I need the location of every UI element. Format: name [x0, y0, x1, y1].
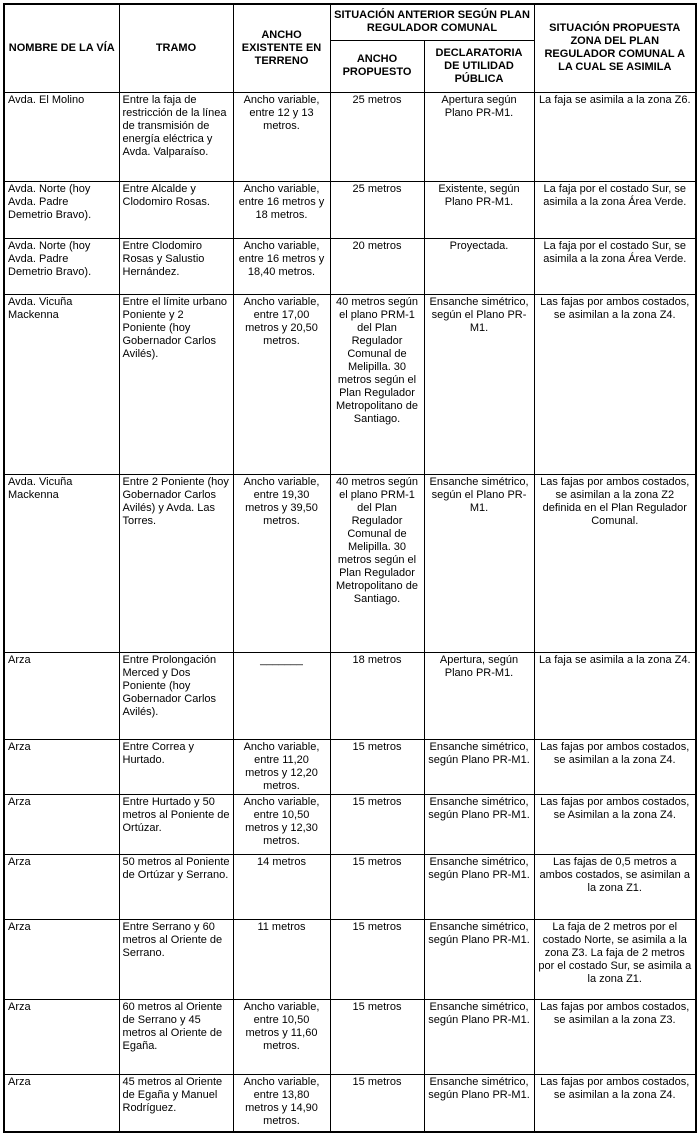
table-row [4, 999, 696, 1074]
table-row [4, 739, 696, 794]
cell-nombre-via: Avda. Vicuña Mackenna [4, 474, 119, 652]
table-row [4, 1074, 696, 1132]
cell-ancho-existente: Ancho variable, entre 17,00 metros y 20,50 metros. [233, 294, 330, 474]
cell-ancho-existente: Ancho variable, entre 12 y 13 metros. [233, 92, 330, 181]
cell-situacion-propuesta: Las fajas por ambos costados, se Asimilan a la zona Z4. [534, 794, 696, 854]
cell-ancho-propuesto: 15 metros [330, 999, 424, 1074]
cell-tramo: Entre Prolongación Merced y Dos Poniente (hoy Gobernador Carlos Avilés). [119, 652, 233, 739]
cell-ancho-propuesto: 25 metros [330, 92, 424, 181]
cell-ancho-existente: 11 metros [233, 919, 330, 999]
cell-tramo: 50 metros al Poniente de Ortúzar y Serrano. [119, 854, 233, 919]
cell-ancho-propuesto: 20 metros [330, 238, 424, 294]
cell-declaratoria: Apertura, según Plano PR-M1. [424, 652, 534, 739]
cell-nombre-via: Arza [4, 854, 119, 919]
table-row [4, 294, 696, 474]
cell-ancho-existente: _______ [233, 652, 330, 739]
cell-tramo: Entre 2 Poniente (hoy Gobernador Carlos Avilés) y Avda. Las Torres. [119, 474, 233, 652]
cell-declaratoria: Ensanche simétrico, según Plano PR-M1. [424, 739, 534, 794]
cell-situacion-propuesta: Las fajas por ambos costados, se asimilan a la zona Z4. [534, 739, 696, 794]
cell-ancho-propuesto: 40 metros según el plano PRM-1 del Plan Regulador Comunal de Melipilla. 30 metros según el Plan Regulador Metropolitano de Santiago. [330, 294, 424, 474]
header-row-1 [4, 4, 696, 40]
header-declaratoria: DECLARATORIA DE UTILIDAD PÚBLICA [424, 40, 534, 92]
cell-situacion-propuesta: Las fajas por ambos costados, se asimilan a la zona Z4. [534, 294, 696, 474]
table-row [4, 238, 696, 294]
header-tramo: TRAMO [119, 4, 233, 92]
header-ancho-existente: ANCHO EXISTENTE EN TERRENO [233, 4, 330, 92]
cell-nombre-via: Avda. Norte (hoy Avda. Padre Demetrio Bravo). [4, 238, 119, 294]
cell-situacion-propuesta: Las fajas por ambos costados, se asimilan a la zona Z3. [534, 999, 696, 1074]
cell-situacion-propuesta: Las fajas por ambos costados, se asimilan a la zona Z4. [534, 1074, 696, 1132]
cell-ancho-existente: Ancho variable, entre 16 metros y 18 metros. [233, 181, 330, 238]
cell-declaratoria: Existente, según Plano PR-M1. [424, 181, 534, 238]
cell-declaratoria: Ensanche simétrico, según Plano PR-M1. [424, 1074, 534, 1132]
table-row [4, 474, 696, 652]
cell-tramo: Entre Correa y Hurtado. [119, 739, 233, 794]
table-row [4, 181, 696, 238]
table-row [4, 92, 696, 181]
header-situacion-anterior-group: SITUACIÓN ANTERIOR SEGÚN PLAN REGULADOR COMUNAL [330, 4, 534, 40]
cell-ancho-existente: Ancho variable, entre 13,80 metros y 14,90 metros. [233, 1074, 330, 1132]
cell-tramo: Entre Hurtado y 50 metros al Poniente de Ortúzar. [119, 794, 233, 854]
cell-declaratoria: Ensanche simétrico, según Plano PR-M1. [424, 854, 534, 919]
cell-ancho-propuesto: 25 metros [330, 181, 424, 238]
cell-ancho-existente: Ancho variable, entre 11,20 metros y 12,20 metros. [233, 739, 330, 794]
cell-tramo: 60 metros al Oriente de Serrano y 45 metros al Oriente de Egaña. [119, 999, 233, 1074]
header-situacion-propuesta: SITUACIÓN PROPUESTA ZONA DEL PLAN REGULADOR COMUNAL A LA CUAL SE ASIMILA [534, 4, 696, 92]
table-row [4, 919, 696, 999]
cell-declaratoria: Ensanche simétrico, según el Plano PR-M1. [424, 474, 534, 652]
cell-ancho-propuesto: 40 metros según el plano PRM-1 del Plan Regulador Comunal de Melipilla. 30 metros según el Plan Regulador Metropolitano de Santiago. [330, 474, 424, 652]
cell-nombre-via: Arza [4, 919, 119, 999]
cell-ancho-propuesto: 15 metros [330, 794, 424, 854]
cell-ancho-existente: 14 metros [233, 854, 330, 919]
cell-ancho-existente: Ancho variable, entre 16 metros y 18,40 metros. [233, 238, 330, 294]
header-nombre-via: NOMBRE DE LA VÍA [4, 4, 119, 92]
cell-situacion-propuesta: La faja por el costado Sur, se asimila a la zona Área Verde. [534, 238, 696, 294]
cell-nombre-via: Arza [4, 739, 119, 794]
cell-tramo: 45 metros al Oriente de Egaña y Manuel Rodríguez. [119, 1074, 233, 1132]
cell-declaratoria: Ensanche simétrico, según el Plano PR-M1. [424, 294, 534, 474]
table-row [4, 854, 696, 919]
table-body [4, 92, 696, 1132]
cell-nombre-via: Arza [4, 652, 119, 739]
cell-situacion-propuesta: Las fajas por ambos costados, se asimilan a la zona Z2 definida en el Plan Regulador Comunal. [534, 474, 696, 652]
cell-ancho-propuesto: 15 metros [330, 1074, 424, 1132]
road-regulation-table [3, 3, 697, 1133]
cell-situacion-propuesta: La faja se asimila a la zona Z4. [534, 652, 696, 739]
cell-nombre-via: Arza [4, 999, 119, 1074]
cell-ancho-existente: Ancho variable, entre 10,50 metros y 11,60 metros. [233, 999, 330, 1074]
cell-situacion-propuesta: La faja de 2 metros por el costado Norte, se asimila a la zona Z3. La faja de 2 metros por el costado Sur, se asimila a la zona Z1. [534, 919, 696, 999]
cell-tramo: Entre el límite urbano Poniente y 2 Poniente (hoy Gobernador Carlos Avilés). [119, 294, 233, 474]
cell-tramo: Entre Alcalde y Clodomiro Rosas. [119, 181, 233, 238]
cell-declaratoria: Ensanche simétrico, según Plano PR-M1. [424, 999, 534, 1074]
cell-nombre-via: Arza [4, 794, 119, 854]
cell-ancho-propuesto: 18 metros [330, 652, 424, 739]
document-page [3, 3, 695, 1133]
cell-tramo: Entre Clodomiro Rosas y Salustio Hernández. [119, 238, 233, 294]
cell-declaratoria: Ensanche simétrico, según Plano PR-M1. [424, 794, 534, 854]
table-row [4, 652, 696, 739]
cell-nombre-via: Arza [4, 1074, 119, 1132]
cell-ancho-propuesto: 15 metros [330, 739, 424, 794]
table-row [4, 794, 696, 854]
cell-tramo: Entre Serrano y 60 metros al Oriente de Serrano. [119, 919, 233, 999]
cell-ancho-propuesto: 15 metros [330, 854, 424, 919]
cell-situacion-propuesta: La faja se asimila a la zona Z6. [534, 92, 696, 181]
cell-nombre-via: Avda. Norte (hoy Avda. Padre Demetrio Bravo). [4, 181, 119, 238]
cell-tramo: Entre la faja de restricción de la línea de transmisión de energía eléctrica y Avda. Valparaíso. [119, 92, 233, 181]
cell-declaratoria: Apertura según Plano PR-M1. [424, 92, 534, 181]
cell-situacion-propuesta: Las fajas de 0,5 metros a ambos costados, se asimilan a la zona Z1. [534, 854, 696, 919]
cell-ancho-propuesto: 15 metros [330, 919, 424, 999]
cell-ancho-existente: Ancho variable, entre 19,30 metros y 39,50 metros. [233, 474, 330, 652]
cell-nombre-via: Avda. El Molino [4, 92, 119, 181]
cell-nombre-via: Avda. Vicuña Mackenna [4, 294, 119, 474]
cell-situacion-propuesta: La faja por el costado Sur, se asimila a la zona Área Verde. [534, 181, 696, 238]
header-ancho-propuesto: ANCHO PROPUESTO [330, 40, 424, 92]
cell-declaratoria: Proyectada. [424, 238, 534, 294]
cell-ancho-existente: Ancho variable, entre 10,50 metros y 12,30 metros. [233, 794, 330, 854]
table-header [4, 4, 696, 92]
cell-declaratoria: Ensanche simétrico, según Plano PR-M1. [424, 919, 534, 999]
